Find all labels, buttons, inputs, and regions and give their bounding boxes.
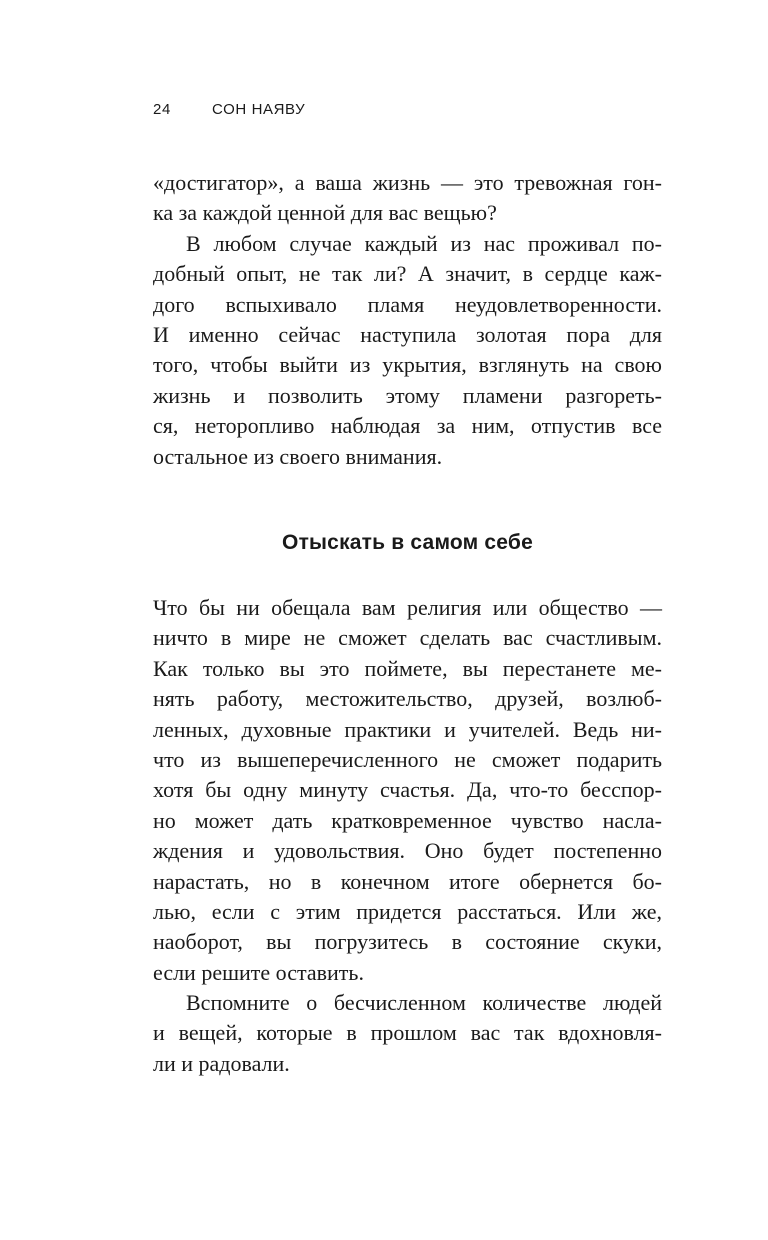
text-line: Как только вы это поймете, вы перестанете ме- xyxy=(153,655,662,681)
text-line: жизнь и позволить этому пламени разгореть- xyxy=(153,382,662,408)
body-text-top xyxy=(153,168,662,472)
text-line: наоборот, вы погрузитесь в состояние скуки, xyxy=(153,929,662,955)
running-header xyxy=(153,101,305,118)
text-line: ли и радовали. xyxy=(153,1050,290,1076)
text-line: ждения и удовольствия. Оно будет постепенно xyxy=(153,838,662,864)
text-line: ка за каждой ценной для вас вещью? xyxy=(153,200,497,226)
text-line: если решите оставить. xyxy=(153,959,364,985)
text-line: и вещей, которые в прошлом вас так вдохновля- xyxy=(153,1020,662,1046)
text-line: лью, если с этим придется расстаться. Или же, xyxy=(153,898,662,924)
text-line: И именно сейчас наступила золотая пора для xyxy=(153,321,662,347)
text-line: того, чтобы выйти из укрытия, взглянуть на свою xyxy=(153,352,662,378)
text-line: добный опыт, не так ли? А значит, в сердце каж- xyxy=(153,261,662,287)
text-line: но может дать кратковременное чувство насла- xyxy=(153,807,662,833)
text-line: что из вышеперечисленного не сможет подарить xyxy=(153,746,662,772)
book-title: СОН НАЯВУ xyxy=(212,101,306,118)
page-number: 24 xyxy=(153,101,171,118)
text-line: нарастать, но в конечном итоге обернется бо- xyxy=(153,868,662,894)
text-line: Что бы ни обещала вам религия или общество — xyxy=(153,595,662,620)
text-line: нять работу, местожительство, друзей, возлюб- xyxy=(153,686,662,712)
text-line: ся, неторопливо наблюдая за ним, отпустив все xyxy=(153,413,662,439)
text-line: В любом случае каждый из нас проживал по- xyxy=(186,230,662,256)
text-line: Вспомните о бесчисленном количестве людей xyxy=(186,990,662,1016)
text-line: дого вспыхивало пламя неудовлетворенности. xyxy=(153,291,662,317)
body-text-bottom xyxy=(153,593,662,1079)
text-line: ничто в мире не сможет сделать вас счастливым. xyxy=(153,625,662,651)
section-heading: Отыскать в самом себе xyxy=(282,531,533,554)
text-line: хотя бы одну минуту счастья. Да, что-то бесспор- xyxy=(153,777,662,803)
text-line: ленных, духовные практики и учителей. Ведь ни- xyxy=(153,716,662,742)
text-line: остальное из своего внимания. xyxy=(153,443,443,469)
text-line: «достигатор», а ваша жизнь — это тревожная гон- xyxy=(153,170,662,195)
